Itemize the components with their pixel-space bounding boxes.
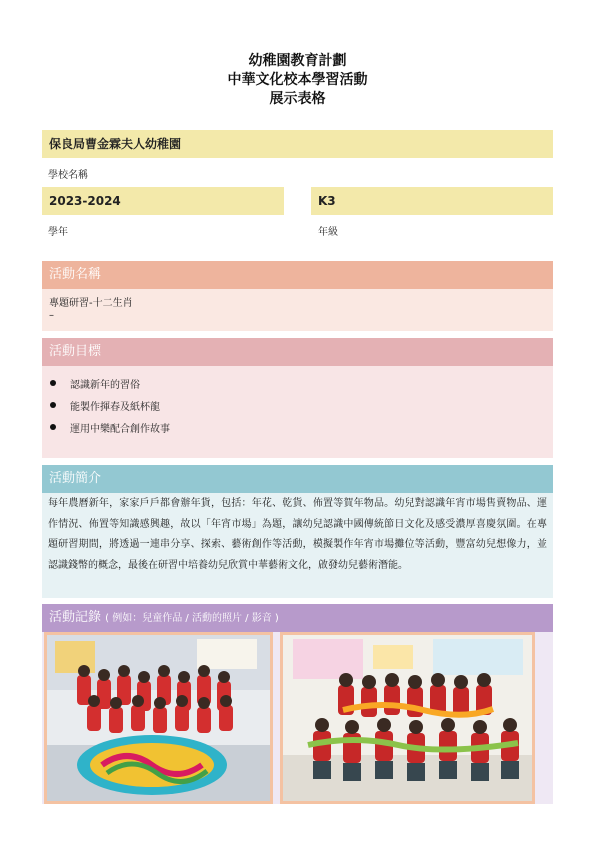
grade-label: 年級 <box>318 227 338 238</box>
bullet-icon <box>50 380 56 386</box>
grade-field: K3 <box>311 187 553 215</box>
objective-text: 能製作揮春及紙杯龍 <box>70 401 160 413</box>
objectives-heading: 活動目標 <box>42 338 553 366</box>
activity-name-body <box>42 289 553 331</box>
records-heading-text: 活動記錄 <box>49 610 102 625</box>
school-year-label: 學年 <box>48 227 68 238</box>
objective-item <box>42 394 553 416</box>
objective-item <box>42 416 553 438</box>
objective-item <box>42 372 553 394</box>
objective-text: 運用中樂配合創作故事 <box>70 423 170 435</box>
classroom-photo-2-image <box>283 635 532 801</box>
activity-name-extra: – <box>49 310 54 321</box>
summary-text: 每年農曆新年，家家戶戶都會辦年貨，包括：年花、乾貨、佈置等賀年物品。幼兒對認識年宵市場售賣物品、運作情況、佈置等知識感興趣，故以「年宵市場」為題，讓幼兒認識中國傳統節日文化及感受濃厚喜慶氛圍。在專題研習期間，將透過一連串分享、探索、藝術創作等活動，模擬製作年宵市場攤位等活動，豐富幼兒想像力，並認識錢幣的概念，最後在研習中培養幼兒欣賞中華藝術文化，啟發幼兒藝術潛能。 <box>42 493 553 598</box>
activity-photo-2 <box>280 632 535 804</box>
summary-heading: 活動簡介 <box>42 465 553 493</box>
activity-name-heading: 活動名稱 <box>42 261 553 289</box>
school-name-label: 學校名稱 <box>48 170 88 181</box>
bullet-icon <box>50 402 56 408</box>
records-heading <box>42 604 553 632</box>
objective-text: 認識新年的習俗 <box>70 379 140 391</box>
activity-name-value: 專題研習-十二生肖 <box>49 298 133 309</box>
activity-photo-1 <box>44 632 273 804</box>
records-note: ( 例如：兒童作品 / 活動的照片 / 影音 ) <box>105 613 279 624</box>
bullet-icon <box>50 424 56 430</box>
classroom-photo-1-image <box>47 635 270 801</box>
objectives-body <box>42 366 553 458</box>
header-line-1: 幼稚園教育計劃 <box>248 53 347 69</box>
header-line-2: 中華文化校本學習活動 <box>227 72 368 88</box>
school-year-field: 2023-2024 <box>42 187 284 215</box>
header-line-3: 展示表格 <box>269 91 326 107</box>
school-name-field: 保良局曹金霖夫人幼稚園 <box>42 130 553 158</box>
